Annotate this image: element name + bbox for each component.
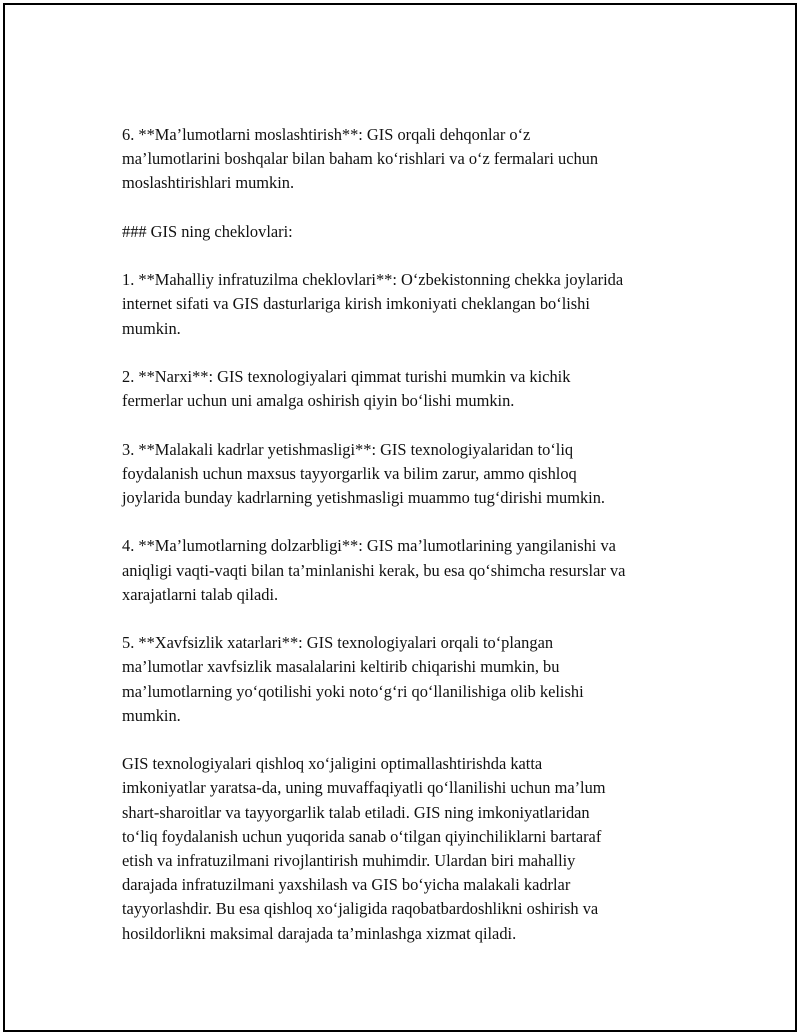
- paragraph-infrastructure-limits: 1. **Mahalliy infratuzilma cheklovlari**: O‘zbekistonning chekka joylarida internet sifati va GIS dasturlariga kirish imkoniyati cheklangan bo‘lishi mumkin.: [122, 270, 624, 338]
- section-heading-limitations: ### GIS ning cheklovlari:: [122, 221, 293, 241]
- paragraph-conclusion: GIS texnologiyalari qishloq xo‘jaligini optimallashtirishda katta imkoniyatlar yaratsa-da, uning muvaffaqiyatli qo‘llanilishi uchun ma’lum shart-sharoitlar va tayyorgarlik talab etiladi. GIS ning imkoniyatlaridan to‘liq foydalanish uchun yuqorida sanab o‘tilgan qiyinchiliklarni bartaraf etish va infratuzilmani rivojlantirish muhimdir. Ulardan biri mahalliy darajada infratuzilmani yaxshilash va GIS bo‘yicha malakali kadrlar tayyorlashdir. Bu esa qishloq xo‘jaligida raqobatbardoshlikni oshirish va hosildorlikni maksimal darajada ta’minlashga xizmat qiladi.: [122, 754, 606, 943]
- paragraph-cost: 2. **Narxi**: GIS texnologiyalari qimmat turishi mumkin va kichik fermerlar uchun uni amalga oshirish qiyin bo‘lishi mumkin.: [122, 366, 571, 411]
- document-page: [3, 3, 797, 1032]
- paragraph-skilled-staff: 3. **Malakali kadrlar yetishmasligi**: GIS texnologiyalaridan to‘liq foydalanish uchun maxsus tayyorgarlik va bilim zarur, ammo qishloq joylarida bunday kadrlarning yetishmasligi muammo tug‘dirishi mumkin.: [122, 439, 605, 507]
- paragraph-data-relevance: 4. **Ma’lumotlarning dolzarbligi**: GIS ma’lumotlarining yangilanishi va aniqligi vaqti-vaqti bilan ta’minlanishi kerak, bu esa qo‘shimcha resurslar va xarajatlarni talab qiladi.: [122, 536, 626, 604]
- document-body: [122, 123, 702, 970]
- paragraph-data-customization: 6. **Ma’lumotlarni moslashtirish**: GIS orqali dehqonlar o‘z ma’lumotlarini boshqalar bilan baham ko‘rishlari va o‘z fermalari uchun moslashtirishlari mumkin.: [122, 125, 599, 193]
- paragraph-security-risks: 5. **Xavfsizlik xatarlari**: GIS texnologiyalari orqali to‘plangan ma’lumotlar xavfsizlik masalalarini keltirib chiqarishi mumkin, bu ma’lumotlarning yo‘qotilishi yoki noto‘g‘ri qo‘llanilishiga olib kelishi mumkin.: [122, 633, 584, 725]
